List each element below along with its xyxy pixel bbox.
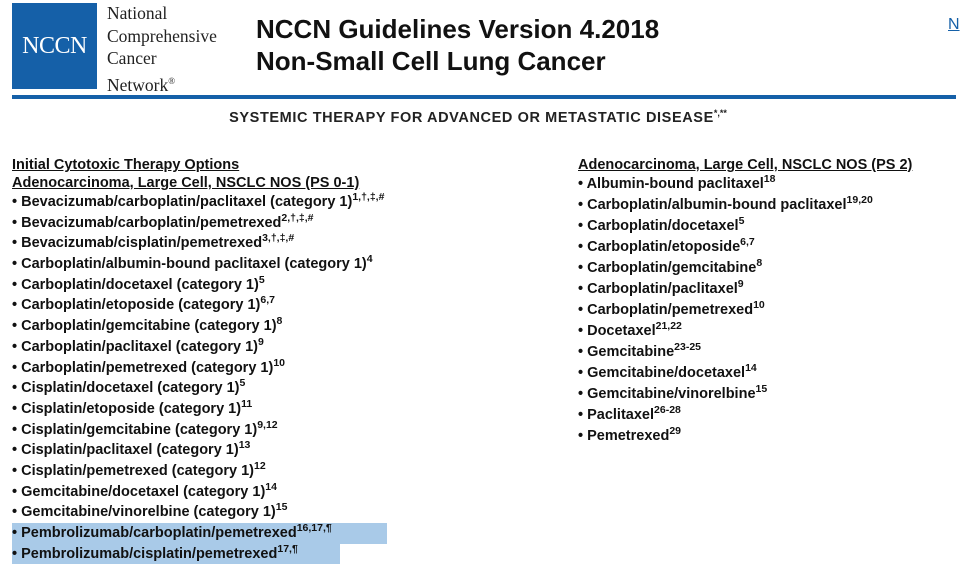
- footnote-ref: 9: [737, 278, 744, 290]
- regimen-item: • Cisplatin/docetaxel (category 1)$^5$: [12, 377, 246, 397]
- right-regimen-list: [578, 174, 912, 447]
- nccn-logo: [12, 3, 97, 89]
- header-link[interactable]: N: [948, 16, 960, 33]
- regimen-item-selected[interactable]: • Pembrolizumab/carboplatin/pemetrexed$^{16,17,\P}$: [12, 523, 387, 544]
- footnote-ref: 14: [265, 480, 277, 493]
- footnote-ref: 8: [756, 257, 763, 269]
- regimen-item: • Cisplatin/paclitaxel (category 1)$^{13}$: [12, 439, 251, 459]
- footnote-ref: 1,†,‡,#: [352, 191, 385, 203]
- footnote-ref: 8: [276, 315, 283, 328]
- org-line: Comprehensive: [107, 25, 217, 46]
- footnote-ref: 16,17,¶: [296, 522, 332, 534]
- footnote-ref: 4: [366, 253, 373, 266]
- heading-footnote-marks: *,**: [713, 108, 727, 118]
- regimen-item: • Carboplatin/pemetrexed (category 1)$^{10}$: [12, 356, 285, 376]
- footnote-ref: 14: [745, 362, 757, 374]
- footnote-ref: 6,7: [740, 236, 755, 248]
- regimen-item: • Docetaxel$^{21,22}$: [578, 320, 682, 339]
- regimen-item: • Pemetrexed$^{29}$: [578, 425, 682, 444]
- regimen-item: • Carboplatin/albumin-bound paclitaxel (category 1)$^4$: [12, 253, 373, 273]
- page-title: [256, 13, 659, 77]
- footnote-ref: 19,20: [846, 194, 873, 206]
- regimen-item: • Carboplatin/paclitaxel (category 1)$^9$: [12, 335, 264, 355]
- left-column: [12, 156, 387, 564]
- footnote-ref: 26-28: [654, 404, 681, 416]
- regimen-item: • Carboplatin/pemetrexed$^{10}$: [578, 299, 765, 318]
- footnote-ref: 15: [755, 383, 768, 395]
- org-line: Network®: [107, 74, 176, 95]
- regimen-item: • Carboplatin/albumin-bound paclitaxel$^{19,20}$: [578, 194, 873, 213]
- header-divider: [12, 95, 956, 99]
- regimen-item: • Carboplatin/docetaxel$^5$: [578, 215, 745, 234]
- regimen-item: • Gemcitabine/vinorelbine$^{15}$: [578, 383, 768, 402]
- guideline-topic: Non-Small Cell Lung Cancer: [256, 46, 606, 76]
- footnote-ref: 15: [275, 501, 288, 514]
- footnote-ref: 18: [763, 173, 776, 185]
- left-heading-options: Initial Cytotoxic Therapy Options: [12, 157, 240, 173]
- regimen-item: • Gemcitabine$^{23-25}$: [578, 341, 701, 360]
- organization-name: [107, 2, 217, 96]
- footnote-ref: 10: [753, 299, 765, 311]
- regimen-item: • Paclitaxel$^{26-28}$: [578, 404, 681, 423]
- regimen-item: • Cisplatin/pemetrexed (category 1)$^{12}$: [12, 459, 266, 479]
- footnote-ref: 23-25: [674, 341, 701, 353]
- org-line: Cancer: [107, 48, 157, 68]
- regimen-item: • Gemcitabine/docetaxel (category 1)$^{14}$: [12, 480, 277, 500]
- regimen-item: • Carboplatin/gemcitabine$^8$: [578, 257, 763, 276]
- footnote-ref: 21,22: [655, 320, 682, 332]
- footnote-ref: 13: [238, 439, 251, 452]
- regimen-item-selected[interactable]: • Pembrolizumab/cisplatin/pemetrexed$^{17,\P}$: [12, 544, 340, 565]
- footnote-ref: 5: [239, 377, 246, 390]
- regimen-item: • Carboplatin/gemcitabine (category 1)$^8$: [12, 315, 283, 335]
- regimen-item: • Bevacizumab/carboplatin/pemetrexed$^{2,\dagger,\ddagger,\#}$: [12, 211, 314, 231]
- footnote-ref: 5: [738, 215, 745, 227]
- footnote-ref: 2,†,‡,#: [281, 211, 314, 224]
- regimen-item: • Bevacizumab/cisplatin/pemetrexed$^{3,\dagger,\ddagger,\#}$: [12, 232, 295, 252]
- footnote-ref: 6,7: [260, 294, 275, 307]
- regimen-item: • Cisplatin/gemcitabine (category 1)$^{9,12}$: [12, 418, 278, 438]
- logo-text: NCCN: [22, 32, 87, 59]
- regimen-item: • Bevacizumab/carboplatin/paclitaxel (category 1)$^{1,\dagger,\ddagger,\#}$: [12, 191, 385, 210]
- footnote-ref: 3,†,‡,#: [262, 232, 295, 245]
- footnote-ref: 29: [669, 425, 682, 437]
- footnote-ref: 9,12: [257, 418, 278, 431]
- guideline-version: NCCN Guidelines Version 4.2018: [256, 14, 660, 44]
- trademark: ®: [168, 75, 176, 86]
- footnote-ref: 17,¶: [277, 542, 298, 555]
- left-heading-histology: Adenocarcinoma, Large Cell, NSCLC NOS (PS 0-1): [12, 175, 360, 191]
- regimen-item: • Albumin-bound paclitaxel$^{18}$: [578, 173, 776, 192]
- regimen-item: • Carboplatin/etoposide$^{6,7}$: [578, 236, 755, 255]
- regimen-item: • Gemcitabine/docetaxel$^{14}$: [578, 362, 757, 381]
- regimen-item: • Gemcitabine/vinorelbine (category 1)$^{15}$: [12, 501, 288, 521]
- org-line: National: [107, 3, 168, 23]
- regimen-item: • Carboplatin/docetaxel (category 1)$^5$: [12, 273, 265, 293]
- footnote-ref: 10: [273, 356, 285, 369]
- regimen-item: • Cisplatin/etoposide (category 1)$^{11}$: [12, 397, 253, 417]
- right-heading-histology: Adenocarcinoma, Large Cell, NSCLC NOS (PS 2): [578, 157, 913, 173]
- footnote-ref: 11: [241, 397, 253, 410]
- regimen-item: • Carboplatin/etoposide (category 1)$^{6,7}$: [12, 294, 275, 314]
- left-regimen-list: [12, 192, 387, 564]
- footnote-ref: 12: [253, 459, 266, 472]
- right-column: [578, 156, 912, 447]
- regimen-item: • Carboplatin/paclitaxel$^9$: [578, 278, 744, 297]
- footnote-ref: 5: [258, 273, 265, 286]
- section-heading: SYSTEMIC THERAPY FOR ADVANCED OR METASTATIC DISEASE*,**: [229, 108, 727, 126]
- footnote-ref: 9: [258, 335, 264, 348]
